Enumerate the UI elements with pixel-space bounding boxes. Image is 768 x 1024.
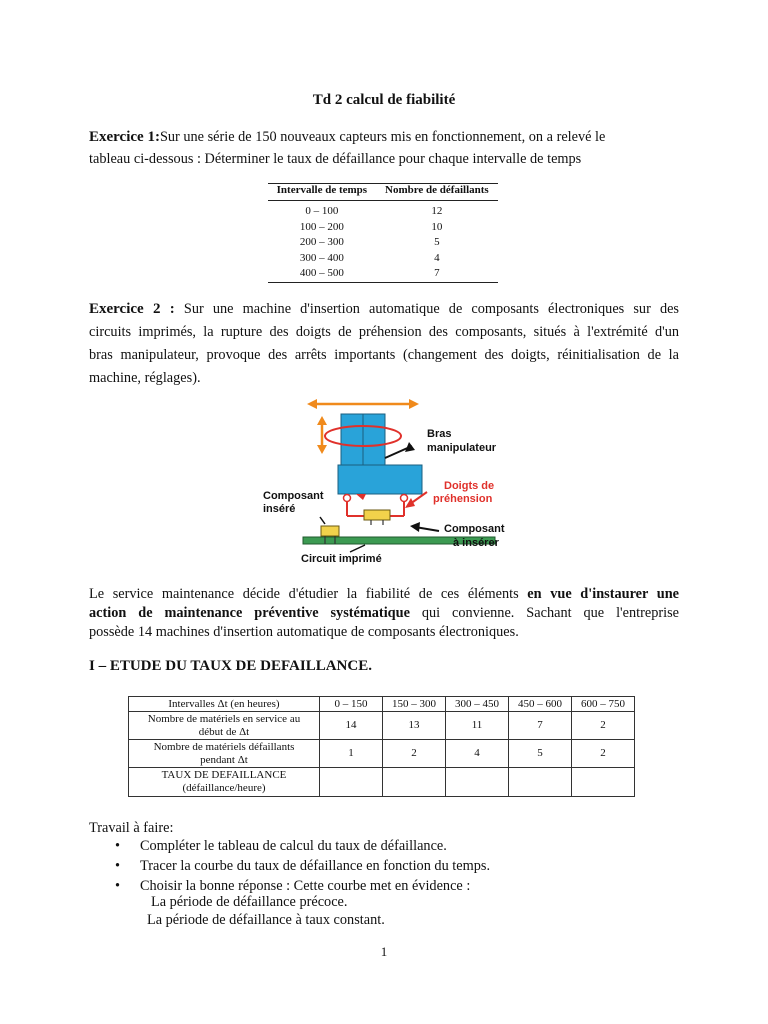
empty-answer-cell: [509, 768, 572, 797]
table-cell: 12: [431, 205, 443, 217]
bullet-icon: •: [115, 858, 121, 874]
service-emphasis: action de maintenance préventive systématique: [89, 605, 410, 621]
table-cell: 2: [572, 712, 635, 740]
section-heading: I – ETUDE DU TAUX DE DEFAILLANCE.: [89, 658, 372, 674]
table-row-label: [129, 740, 320, 768]
table-cell: 10: [431, 220, 443, 233]
row-label-line: TAUX DE DEFAILLANCE: [161, 769, 287, 781]
label-circuit: Circuit imprimé: [301, 553, 382, 565]
service-paragraph: [89, 585, 679, 642]
table-cell: 7: [376, 266, 498, 282]
table-header-cell: 300 – 450: [446, 697, 509, 712]
empty-answer-cell: [320, 768, 383, 797]
service-text: qui convienne. Sachant que l'entreprise: [409, 605, 679, 621]
exercise-1-label: Exercice 1:: [89, 129, 160, 145]
table-header-cell: 0 – 150: [320, 697, 383, 712]
label-doigts: Doigts de: [444, 480, 495, 492]
page-number: 1: [380, 944, 388, 959]
exercise-2-line: bras manipulateur, provoque des arrêts importants (changement des doigts, réinitialisation de la: [89, 347, 679, 363]
label-composant-insere: Composant: [263, 490, 324, 502]
component-to-insert: [364, 510, 390, 520]
row-label-line: (défaillance/heure): [182, 782, 266, 794]
exercise-2-text: [89, 298, 679, 390]
service-text: Le service maintenance décide d'étudier la fiabilité de ces éléments: [89, 586, 528, 602]
table-header-cell: Intervalles Δt (en heures): [129, 697, 320, 712]
table-cell: 7: [509, 712, 572, 740]
work-heading: Travail à faire:: [89, 820, 174, 836]
empty-answer-cell: [383, 768, 446, 797]
table-cell: 400 – 500: [268, 266, 376, 282]
horizontal-motion-arrow: [307, 399, 419, 409]
table-cell: 0 – 100: [305, 205, 339, 217]
task-item: Tracer la courbe du taux de défaillance en fonction du temps.: [140, 858, 491, 874]
row-label-line: pendant Δt: [200, 753, 248, 766]
table-cell: 5: [509, 740, 572, 768]
exercise-1-line: Sur une série de 150 nouveaux capteurs mis en fonctionnement, on a relevé le: [159, 129, 606, 145]
label-doigts: préhension: [433, 493, 493, 505]
empty-answer-cell: [446, 768, 509, 797]
table-header-cell: 600 – 750: [572, 697, 635, 712]
table-cell: 2: [572, 740, 635, 768]
table-row-label: [129, 768, 320, 797]
table-row: [268, 266, 498, 282]
table-row: [129, 740, 635, 768]
bullet-icon: •: [115, 878, 121, 894]
label-bras: Bras: [427, 428, 452, 440]
inserted-component: [321, 526, 339, 536]
failure-table-1: [268, 182, 498, 283]
table-1-header: Intervalle de temps: [268, 182, 376, 201]
label-composant-inserer: Composant: [444, 523, 505, 535]
table-row: [129, 712, 635, 740]
answer-option: La période de défaillance à taux constant.: [147, 912, 385, 928]
table-row: [268, 201, 498, 220]
table-cell: 13: [383, 712, 446, 740]
exercise-2-label: Exercice 2 :: [89, 301, 175, 317]
table-cell: 14: [320, 712, 383, 740]
task-item: Compléter le tableau de calcul du taux de défaillance.: [140, 838, 447, 854]
table-1-header: Nombre de défaillants: [376, 182, 498, 201]
table-row: [268, 235, 498, 251]
table-header-cell: 150 – 300: [383, 697, 446, 712]
table-cell: 100 – 200: [299, 220, 344, 233]
label-composant-insere: inséré: [263, 503, 296, 515]
page-title: Td 2 calcul de fiabilité: [312, 92, 456, 108]
table-cell: 11: [446, 712, 509, 740]
table-cell: 300 – 400: [299, 251, 344, 264]
table-row: [268, 251, 498, 267]
table-row-label: [129, 712, 320, 740]
arm-head: [338, 465, 422, 494]
table-cell: 1: [320, 740, 383, 768]
table-cell: 5: [434, 236, 440, 248]
row-label-line: Nombre de matériels défaillants: [153, 740, 295, 753]
task-item: Choisir la bonne réponse : Cette courbe met en évidence :: [140, 878, 471, 894]
empty-answer-cell: [572, 768, 635, 797]
table-cell: 4: [434, 251, 440, 264]
row-label-line: début de Δt: [198, 725, 250, 738]
insertion-machine-figure: [255, 392, 525, 574]
exercise-2-line: machine, réglages).: [89, 370, 201, 386]
table-cell: 200 – 300: [299, 236, 344, 248]
table-cell: 2: [383, 740, 446, 768]
table-row: [129, 768, 635, 797]
label-composant-inserer: à insérer: [453, 537, 499, 549]
bullet-icon: •: [115, 838, 121, 854]
exercise-1-text: [89, 126, 679, 170]
exercise-2-line: Sur une machine d'insertion automatique de composants électroniques sur des: [183, 301, 680, 317]
table-header-cell: 450 – 600: [509, 697, 572, 712]
service-emphasis: en vue d'instaurer une: [527, 586, 679, 602]
exercise-1-line: tableau ci-dessous : Déterminer le taux de défaillance pour chaque intervalle de temps: [89, 151, 582, 167]
service-text: possède 14 machines d'insertion automatique de composants électroniques.: [89, 624, 519, 640]
exercise-2-line: circuits imprimés, la rupture des doigts de préhension des composants, situés à l'extrémité d'un: [89, 324, 679, 340]
table-row: [268, 220, 498, 236]
answer-option: La période de défaillance précoce.: [151, 894, 348, 910]
table-row: [129, 697, 635, 712]
label-bras: manipulateur: [427, 442, 497, 454]
table-cell: 4: [446, 740, 509, 768]
row-label-line: Nombre de matériels en service au: [147, 712, 301, 725]
failure-rate-table: [128, 696, 635, 797]
